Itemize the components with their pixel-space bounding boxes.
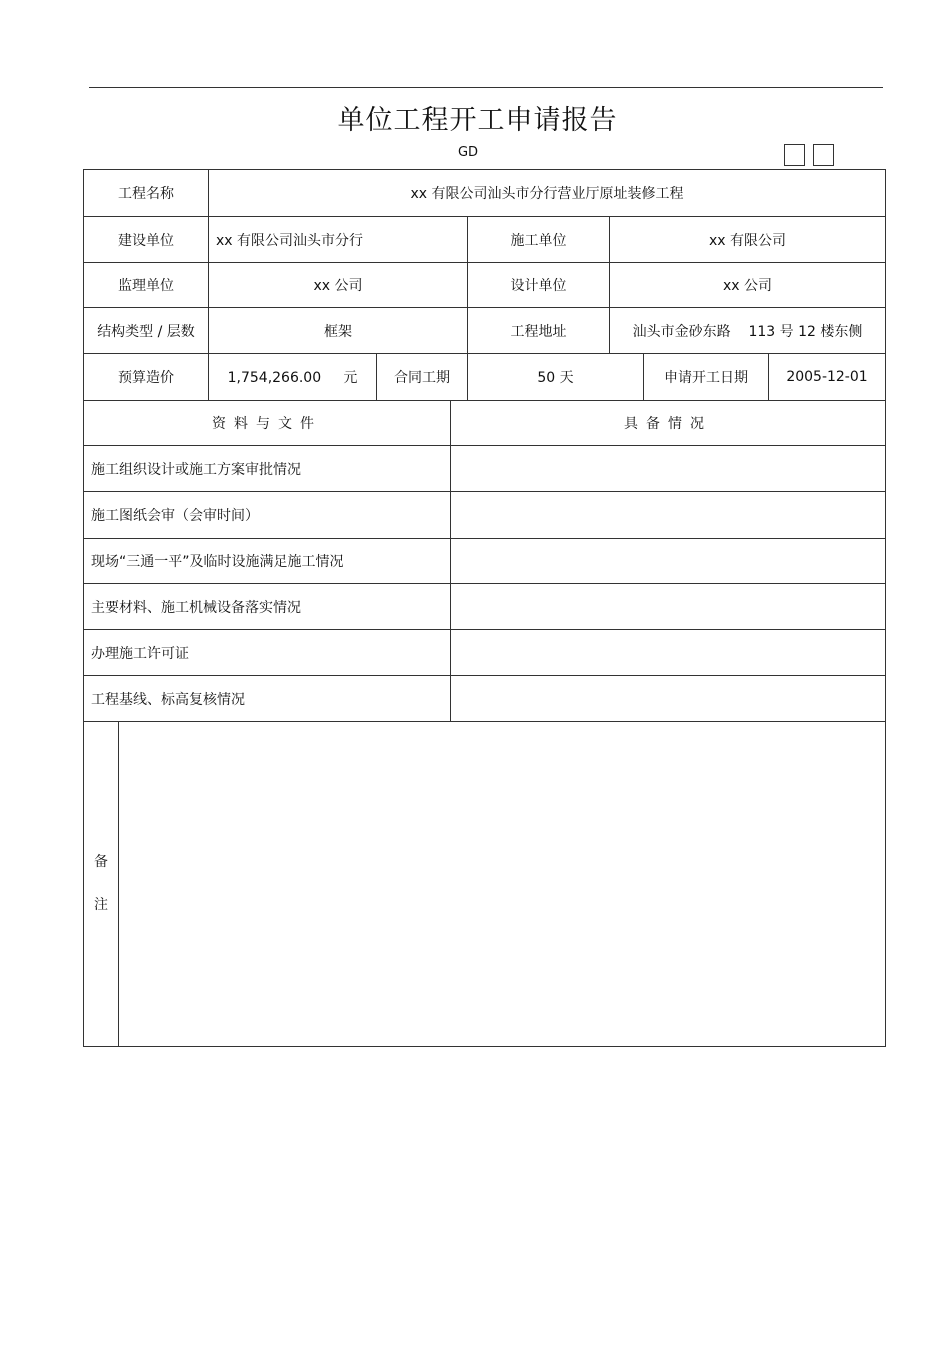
application-form-table xyxy=(83,169,886,1047)
project-name-label: 工程名称 xyxy=(118,186,174,202)
document-title: 单位工程开工申请报告 xyxy=(337,105,618,136)
budget-label: 预算造价 xyxy=(118,370,174,386)
remarks-label-char1: 备 xyxy=(94,854,108,870)
checklist-item-label: 办理施工许可证 xyxy=(91,645,189,662)
structure-label: 结构类型 / 层数 xyxy=(97,323,195,340)
supervisor-value[interactable]: xx 公司 xyxy=(313,278,363,294)
form-code: GD xyxy=(457,145,479,160)
code-box-1[interactable] xyxy=(784,144,805,166)
checklist-item-label: 施工图纸会审（会审时间） xyxy=(91,508,259,524)
budget-value[interactable]: 1,754,266.00 元 xyxy=(227,370,358,386)
contractor-value[interactable]: xx 有限公司 xyxy=(708,232,787,249)
project-name-value[interactable]: xx 有限公司汕头市分行营业厅原址装修工程 xyxy=(410,186,684,202)
checklist-item-status[interactable] xyxy=(451,539,885,583)
duration-value[interactable]: 50 天 xyxy=(537,370,574,386)
address-label: 工程地址 xyxy=(510,323,567,340)
checklist-header-documents: 资料与文件 xyxy=(212,416,322,432)
start-date-value[interactable]: 2005-12-01 xyxy=(786,369,868,385)
checklist-item-status[interactable] xyxy=(451,584,885,629)
checklist-item-label: 工程基线、标高复核情况 xyxy=(91,691,245,708)
address-value[interactable]: 汕头市金砂东路 113 号 12 楼东侧 xyxy=(632,323,863,340)
contractor-label: 施工单位 xyxy=(510,232,567,249)
designer-value[interactable]: xx 公司 xyxy=(722,278,773,294)
remarks-label-char2: 注 xyxy=(94,897,108,913)
designer-label: 设计单位 xyxy=(510,278,567,294)
code-box-2[interactable] xyxy=(813,144,834,166)
checklist-item-label: 施工组织设计或施工方案审批情况 xyxy=(91,461,301,478)
structure-value[interactable]: 框架 xyxy=(324,323,352,340)
supervisor-label: 监理单位 xyxy=(118,278,174,294)
owner-label: 建设单位 xyxy=(118,232,174,249)
checklist-item-label: 现场“三通一平”及临时设施满足施工情况 xyxy=(91,554,344,570)
checklist-item-status[interactable] xyxy=(451,446,885,491)
checklist-item-status[interactable] xyxy=(451,630,885,675)
checklist-item-status[interactable] xyxy=(451,492,885,538)
checklist-header-status: 具备情况 xyxy=(624,416,712,432)
duration-label: 合同工期 xyxy=(394,370,450,386)
top-rule xyxy=(89,87,883,88)
owner-value[interactable]: xx 有限公司汕头市分行 xyxy=(216,232,364,249)
remarks-content[interactable] xyxy=(119,722,885,1046)
checklist-item-status[interactable] xyxy=(451,676,885,721)
start-date-label: 申请开工日期 xyxy=(664,370,748,386)
checklist-item-label: 主要材料、施工机械设备落实情况 xyxy=(91,599,301,616)
